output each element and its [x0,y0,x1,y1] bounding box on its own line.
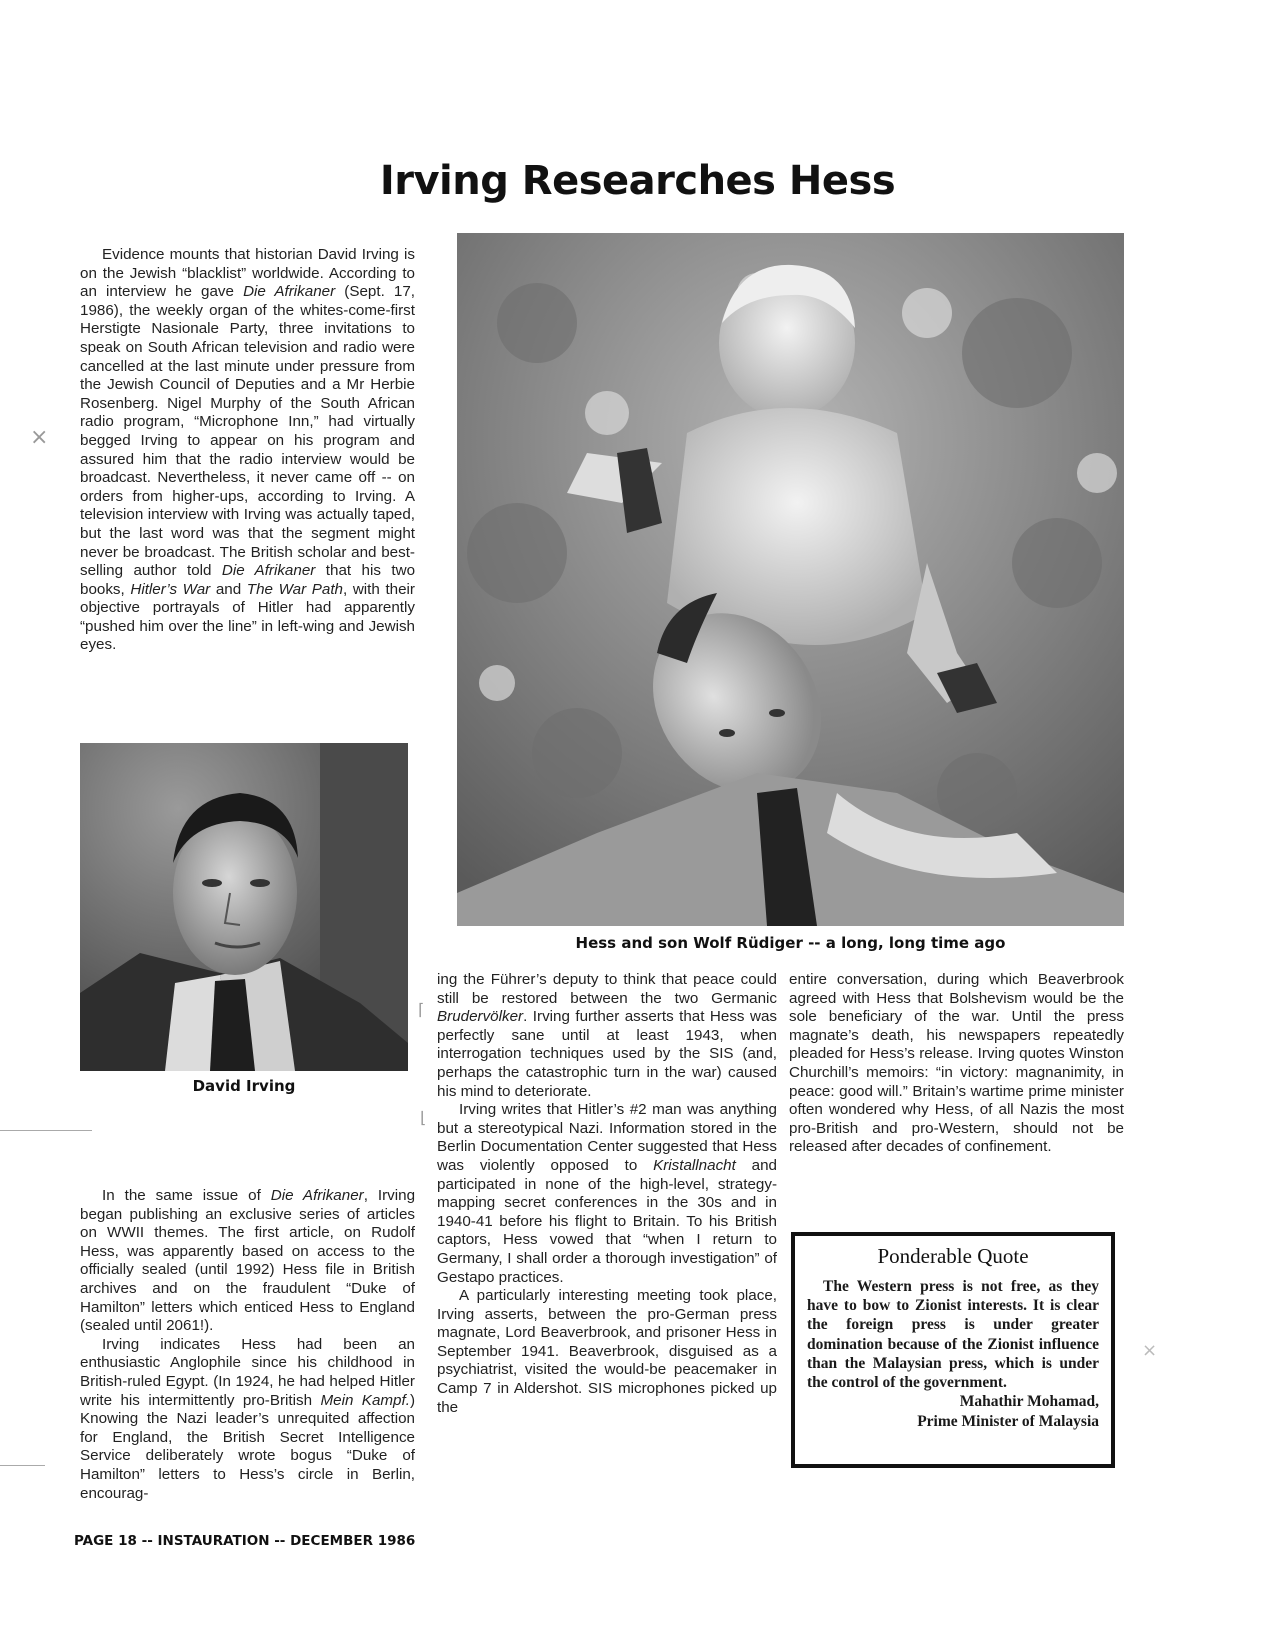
article-paragraph [80,1336,415,1503]
italic-title: Brudervölker [437,1008,524,1026]
david-irving-photo [80,743,408,1071]
ponderable-quote-box [791,1232,1115,1468]
text-run: entire conversation, during which Beaverbrook agreed with Hess that Bolshevism would be the sole beneficiary of the war. Until the press magnate’s death, his newspapers repeatedly pleaded for Hess’s release. Irving quotes Winston Churchill’s memoirs: “in victory: magnanimity, in peace: good will.” Britain’s wartime prime minister often wondered why Hess, of all Nazis the most pro-British and pro-Western, should not be released after decades of confinement. [789,971,1124,1156]
article-column-1-top [80,246,415,655]
quote-box-title: Ponderable Quote [877,1244,1029,1268]
article-paragraph [80,246,415,655]
article-column-3 [789,971,1124,1157]
italic-title: Hitler’s War [130,580,211,598]
text-run: , Irving began publishing an exclusive series of articles on WWII themes. The first article, on Rudolf Hess, was apparently based on access to the officially sealed (until 1992) Hess file in British archives and on the fraudulent “Duke of Hamilton” letters which enticed Hess to England (sealed until 2061!). [80,1187,416,1335]
text-run: and [210,580,247,598]
portrait-photo-icon [80,743,408,1071]
margin-line [0,1465,45,1466]
text-run: Irving writes that Hitler’s #2 man was anything but a stereotypical Nazi. Information stored in the Berlin Documentation Center suggested that Hess was violently opposed to [437,1101,777,1174]
article-paragraph [789,971,1124,1157]
quote-attribution-name: Mahathir Mohamad, [959,1393,1099,1411]
article-title: Irving Researches Hess [379,158,896,204]
article-column-1-bottom [80,1187,415,1503]
hess-and-son-photo [457,233,1124,926]
italic-title: Mein Kampf. [320,1391,410,1409]
hess-photo-caption: Hess and son Wolf Rüdiger -- a long, long time ago [575,934,1006,952]
text-run: , with their objective portrayals of Hitler had apparently “pushed him over the line” in left-wing and Jewish eyes. [80,580,415,654]
text-run: . Irving further asserts that Hess was perfectly sane until at least 1943, when interrogation techniques used by the SIS (and, perhaps the catastrophic turn in the war) caused his mind to deteriorate. [437,1008,777,1100]
text-run: Irving indicates Hess had been an enthusiastic Anglophile since his childhood in British-ruled Egypt. (In 1924, he had helped Hitler write his intermittently pro-British [80,1335,415,1409]
page-footer: PAGE 18 -- INSTAURATION -- DECEMBER 1986 [74,1533,416,1549]
text-run: ) Knowing the Nazi leader’s unrequited affection for England, the British Secret Intelligence Service deliberately wrote bogus “Duke of Hamilton” letters to Hess’s circle in Berlin, encourag- [80,1391,415,1502]
quote-attribution-title: Prime Minister of Malaysia [917,1412,1099,1430]
italic-title: Die Afrikaner [243,283,336,301]
italic-title: Die Afrikaner [221,562,316,580]
italic-title: Die Afrikaner [270,1187,364,1204]
text-run: Evidence mounts that historian David Irving is on the Jewish “blacklist” worldwide. According to an interview he gave [80,246,415,301]
text-run: that his two books, [80,562,416,598]
article-paragraph [437,1287,777,1417]
family-photo-icon [457,233,1124,926]
article-paragraph [437,1101,777,1287]
italic-title: Kristallnacht [653,1156,736,1174]
margin-x-mark-icon: × [30,425,49,450]
text-run: In the same issue of [102,1187,271,1204]
text-run: (Sept. 17, 1986), the weekly organ of the whites-come-first Herstigte Nasionale Party, three invitations to speak on South African television and radio were cancelled at the last minute under pressure from the Jewish Council of Deputies and a Mr Herbie Rosenberg. Nigel Murphy of the South African radio program, “Microphone Inn,” had virtually begged Irving to appear on his program and assured him that the radio interview would be broadcast. Nevertheless, it never came off -- on orders from higher-ups, according to Irving. A television interview with Irving was actually taped, but the last word was that the segment might never be broadcast. The British scholar and best-selling author told [80,283,416,580]
text-run: ing the Führer’s deputy to think that peace could still be restored between the two Germanic [437,971,777,1007]
text-run: and participated in none of the high-level, strategy-mapping secret conferences in the 30s and in 1940-41 before his flight to Britain. To his British captors, Hess vowed that “when I return to Germany, I shall order a thorough investigation” of Gestapo practices. [437,1156,778,1286]
article-paragraph [437,971,777,1101]
margin-line [0,1130,92,1131]
italic-title: The War Path [246,580,343,598]
quote-text: The Western press is not free, as they have to bow to Zionist interests. It is clear the foreign press is under greater domination because of the Zionist influence than the Malaysian press, which is under the control of the government. [807,1278,1099,1392]
article-column-2 [437,971,777,1417]
article-paragraph [80,1187,415,1336]
margin-x-mark-icon: × [1142,1340,1158,1361]
text-run: A particularly interesting meeting took place, Irving asserts, between the pro-German press magnate, Lord Beaverbrook, and prisoner Hess in September 1941. Beaverbrook, disguised as a psychiatrist, visited the would-be peacemaker in Camp 7 in Aldershot. SIS microphones picked up the [437,1287,777,1416]
margin-bracket-icon: ⌊ [420,1108,427,1127]
margin-bracket-icon: ⌈ [418,1000,425,1019]
david-irving-caption: David Irving [192,1077,296,1095]
